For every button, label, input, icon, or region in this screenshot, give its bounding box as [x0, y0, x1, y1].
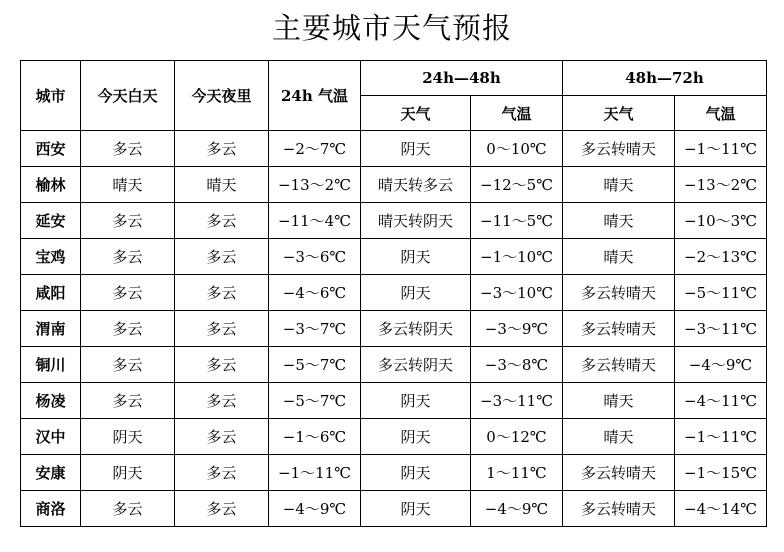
temp-24h-cell: −4～9℃: [269, 491, 361, 527]
tonight-cell: 多云: [175, 347, 269, 383]
weather-48h-cell: 阴天: [361, 419, 471, 455]
today-day-cell: 阴天: [81, 419, 175, 455]
temp-48h-cell: −3～10℃: [471, 275, 563, 311]
city-cell: 渭南: [21, 311, 81, 347]
weather-72h-cell: 晴天: [563, 167, 675, 203]
temp-24h-cell: −2～7℃: [269, 131, 361, 167]
temp-72h-cell: −4～9℃: [675, 347, 767, 383]
weather-48h-cell: 阴天: [361, 275, 471, 311]
table-row: [21, 239, 767, 275]
header-city: 城市: [21, 61, 81, 131]
header-weather-72h: 天气: [563, 96, 675, 131]
weather-48h-cell: 阴天: [361, 131, 471, 167]
today-day-cell: 多云: [81, 239, 175, 275]
tonight-cell: 多云: [175, 239, 269, 275]
today-day-cell: 多云: [81, 491, 175, 527]
tonight-cell: 多云: [175, 491, 269, 527]
tonight-cell: 多云: [175, 419, 269, 455]
weather-48h-cell: 晴天转多云: [361, 167, 471, 203]
table-row: [21, 311, 767, 347]
header-weather-48h: 天气: [361, 96, 471, 131]
temp-48h-cell: −12～5℃: [471, 167, 563, 203]
temp-72h-cell: −3～11℃: [675, 311, 767, 347]
table-row: [21, 131, 767, 167]
weather-72h-cell: 多云转晴天: [563, 491, 675, 527]
temp-72h-cell: −4～14℃: [675, 491, 767, 527]
temp-48h-cell: 0～12℃: [471, 419, 563, 455]
weather-48h-cell: 阴天: [361, 239, 471, 275]
temp-48h-cell: 1～11℃: [471, 455, 563, 491]
temp-48h-cell: 0～10℃: [471, 131, 563, 167]
temp-24h-cell: −11～4℃: [269, 203, 361, 239]
header-temp-72h: 气温: [675, 96, 767, 131]
temp-48h-cell: −3～11℃: [471, 383, 563, 419]
temp-48h-cell: −1～10℃: [471, 239, 563, 275]
table-row: [21, 203, 767, 239]
temp-72h-cell: −10～3℃: [675, 203, 767, 239]
city-cell: 榆林: [21, 167, 81, 203]
weather-48h-cell: 阴天: [361, 491, 471, 527]
temp-24h-cell: −3～6℃: [269, 239, 361, 275]
forecast-table: [20, 60, 767, 527]
table-row: [21, 167, 767, 203]
tonight-cell: 多云: [175, 275, 269, 311]
table-row: [21, 419, 767, 455]
city-cell: 铜川: [21, 347, 81, 383]
temp-72h-cell: −1～11℃: [675, 131, 767, 167]
city-cell: 西安: [21, 131, 81, 167]
weather-48h-cell: 阴天: [361, 383, 471, 419]
temp-24h-cell: −13～2℃: [269, 167, 361, 203]
temp-24h-cell: −1～11℃: [269, 455, 361, 491]
header-tonight: 今天夜里: [175, 61, 269, 131]
weather-72h-cell: 多云转晴天: [563, 347, 675, 383]
temp-48h-cell: −3～9℃: [471, 311, 563, 347]
tonight-cell: 多云: [175, 203, 269, 239]
weather-72h-cell: 多云转晴天: [563, 131, 675, 167]
table-row: [21, 455, 767, 491]
temp-24h-cell: −4～6℃: [269, 275, 361, 311]
temp-72h-cell: −2～13℃: [675, 239, 767, 275]
city-cell: 宝鸡: [21, 239, 81, 275]
header-row: [21, 61, 767, 96]
temp-72h-cell: −1～11℃: [675, 419, 767, 455]
temp-72h-cell: −5～11℃: [675, 275, 767, 311]
header-temp-48h: 气温: [471, 96, 563, 131]
header-period-48h: 24h—48h: [361, 61, 563, 96]
temp-24h-cell: −5～7℃: [269, 383, 361, 419]
header-today-day: 今天白天: [81, 61, 175, 131]
temp-24h-cell: −3～7℃: [269, 311, 361, 347]
header-temp-24h: 24h 气温: [269, 61, 361, 131]
page-title: 主要城市天气预报: [271, 11, 512, 45]
weather-48h-cell: 多云转阴天: [361, 347, 471, 383]
weather-72h-cell: 晴天: [563, 419, 675, 455]
weather-48h-cell: 多云转阴天: [361, 311, 471, 347]
header-period-72h: 48h—72h: [563, 61, 767, 96]
today-day-cell: 阴天: [81, 455, 175, 491]
city-cell: 汉中: [21, 419, 81, 455]
today-day-cell: 多云: [81, 131, 175, 167]
table-row: [21, 491, 767, 527]
city-cell: 杨凌: [21, 383, 81, 419]
today-day-cell: 多云: [81, 347, 175, 383]
table-row: [21, 347, 767, 383]
tonight-cell: 多云: [175, 455, 269, 491]
weather-72h-cell: 晴天: [563, 203, 675, 239]
temp-48h-cell: −3～8℃: [471, 347, 563, 383]
weather-48h-cell: 阴天: [361, 455, 471, 491]
weather-72h-cell: 晴天: [563, 383, 675, 419]
weather-72h-cell: 晴天: [563, 239, 675, 275]
tonight-cell: 多云: [175, 383, 269, 419]
city-cell: 咸阳: [21, 275, 81, 311]
tonight-cell: 多云: [175, 311, 269, 347]
weather-72h-cell: 多云转晴天: [563, 275, 675, 311]
temp-72h-cell: −13～2℃: [675, 167, 767, 203]
city-cell: 延安: [21, 203, 81, 239]
today-day-cell: 多云: [81, 203, 175, 239]
city-cell: 安康: [21, 455, 81, 491]
tonight-cell: 晴天: [175, 167, 269, 203]
weather-72h-cell: 多云转晴天: [563, 455, 675, 491]
today-day-cell: 多云: [81, 275, 175, 311]
today-day-cell: 多云: [81, 311, 175, 347]
temp-48h-cell: −4～9℃: [471, 491, 563, 527]
table-row: [21, 383, 767, 419]
table-row: [21, 275, 767, 311]
temp-24h-cell: −5～7℃: [269, 347, 361, 383]
weather-72h-cell: 多云转晴天: [563, 311, 675, 347]
city-cell: 商洛: [21, 491, 81, 527]
temp-24h-cell: −1～6℃: [269, 419, 361, 455]
temp-48h-cell: −11～5℃: [471, 203, 563, 239]
temp-72h-cell: −1～15℃: [675, 455, 767, 491]
today-day-cell: 晴天: [81, 167, 175, 203]
table-body: [21, 131, 767, 527]
today-day-cell: 多云: [81, 383, 175, 419]
weather-48h-cell: 晴天转阴天: [361, 203, 471, 239]
temp-72h-cell: −4～11℃: [675, 383, 767, 419]
tonight-cell: 多云: [175, 131, 269, 167]
